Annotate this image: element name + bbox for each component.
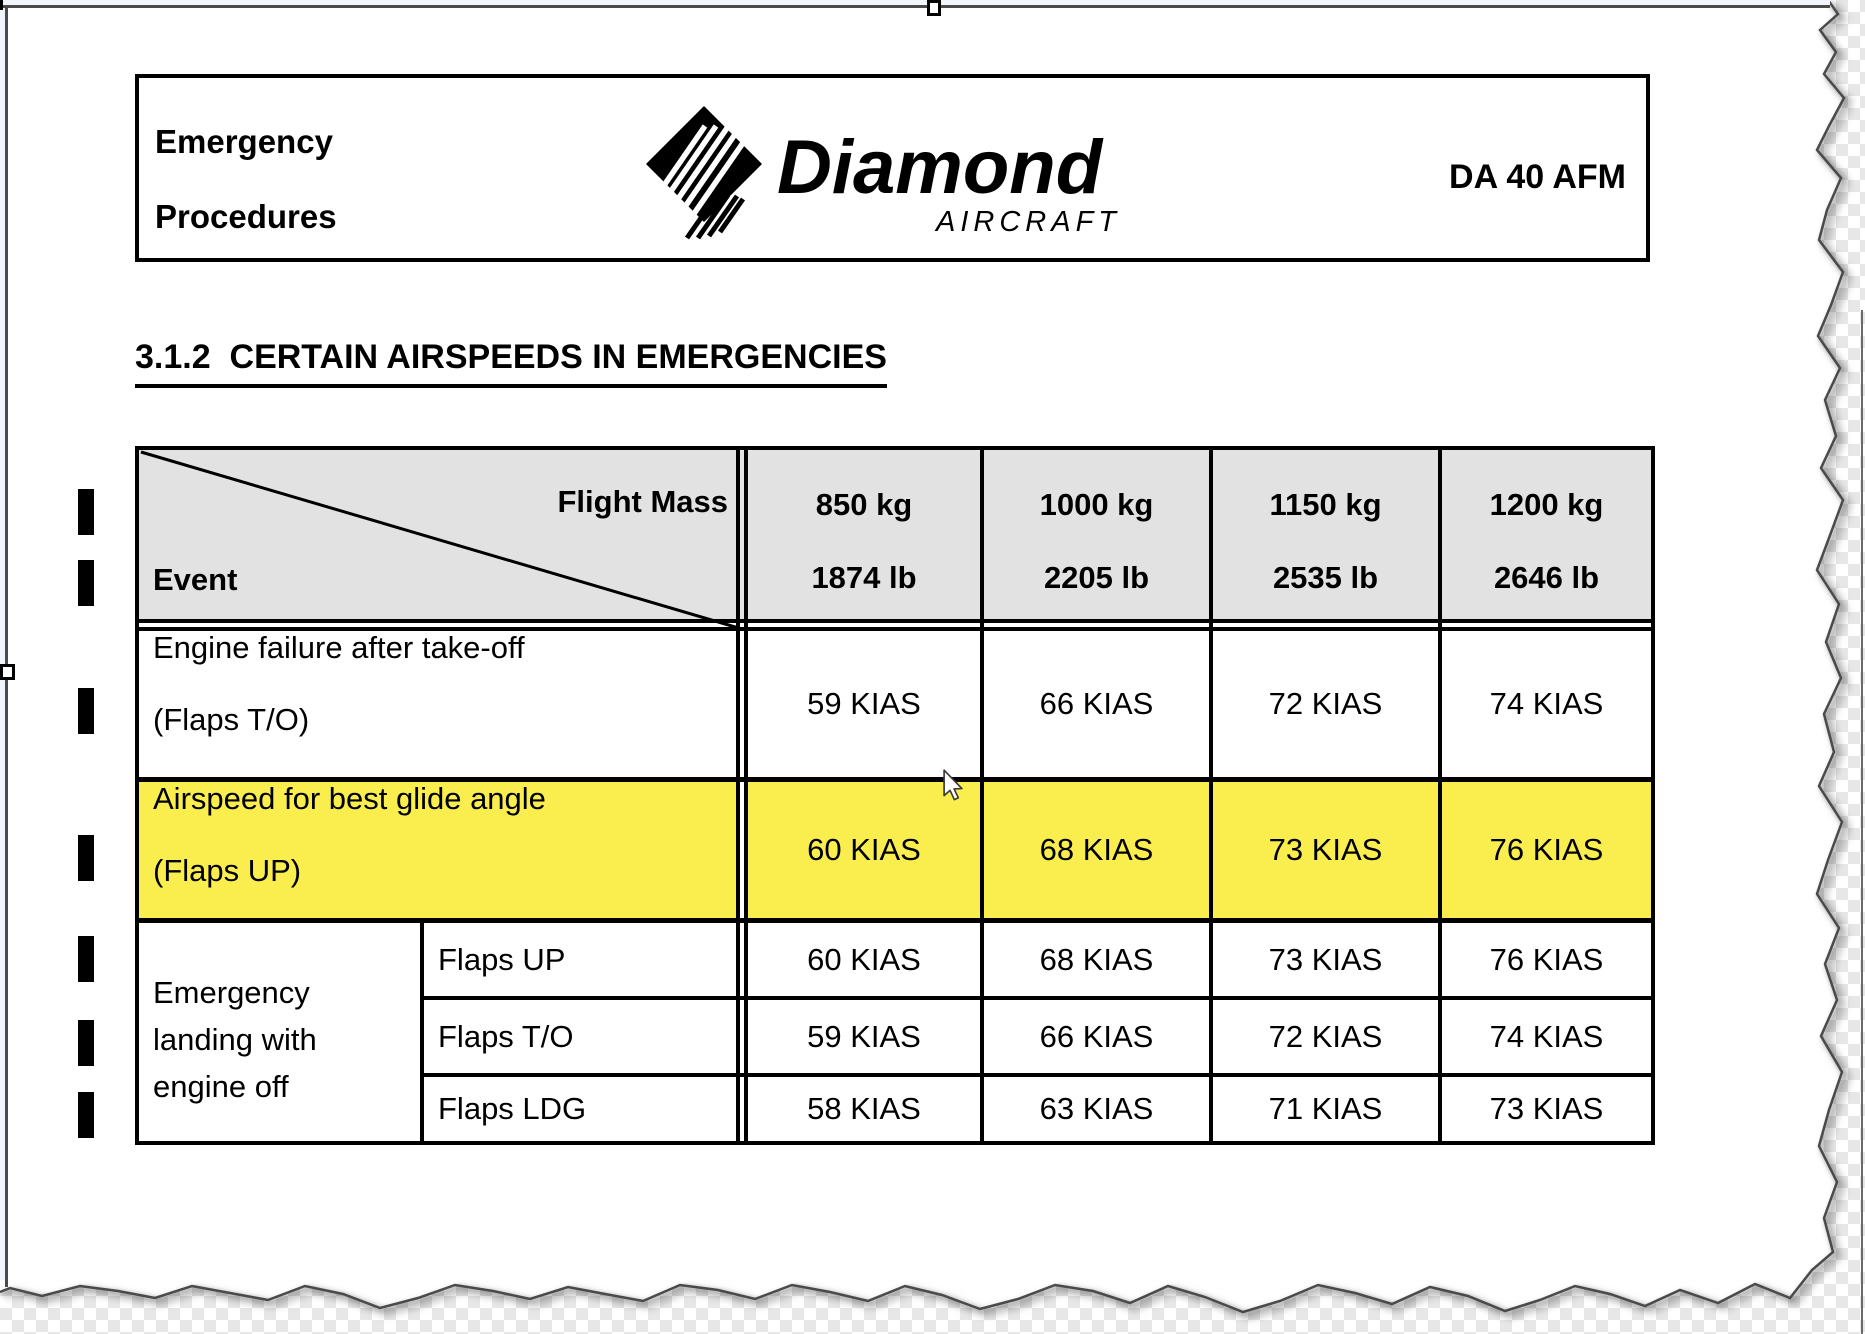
row-label bbox=[153, 631, 733, 777]
row-label-line1: Airspeed for best glide angle bbox=[153, 781, 546, 816]
change-bar bbox=[78, 936, 94, 982]
section-heading-text: 3.1.2 CERTAIN AIRSPEEDS IN EMERGENCIES bbox=[135, 338, 887, 388]
value-cell: 58 KIAS bbox=[807, 1091, 921, 1126]
value-cell-highlighted: 68 KIAS bbox=[1039, 832, 1154, 867]
row-label-line2: (Flaps T/O) bbox=[153, 702, 310, 737]
window-right-edge bbox=[1861, 310, 1863, 1334]
value-cell: 74 KIAS bbox=[1489, 686, 1604, 721]
corner-flight-mass-label: Flight Mass bbox=[557, 484, 728, 519]
value-cell: 63 KIAS bbox=[1039, 1091, 1154, 1126]
page-top-border bbox=[0, 5, 1830, 8]
row-label-line2: (Flaps UP) bbox=[153, 853, 302, 888]
mass-kg: 850 kg bbox=[815, 487, 913, 522]
diamond-aircraft-logo bbox=[639, 100, 1179, 240]
value-cell: 73 KIAS bbox=[1268, 941, 1383, 977]
group-row-label bbox=[153, 923, 413, 1141]
document-header-box bbox=[135, 74, 1650, 262]
mass-kg: 1150 kg bbox=[1269, 487, 1382, 522]
page-left-border bbox=[5, 8, 8, 1287]
logo-brand-text: Diamond bbox=[777, 125, 1103, 210]
row-label-line1: Engine failure after take-off bbox=[153, 630, 525, 665]
top-edge-marker bbox=[927, 0, 941, 16]
subrow-label: Flaps UP bbox=[438, 941, 566, 977]
group-label-line1: Emergency bbox=[153, 974, 310, 1010]
value-cell: 60 KIAS bbox=[807, 941, 921, 977]
value-cell: 72 KIAS bbox=[1268, 686, 1383, 721]
header-section-line1: Emergency bbox=[155, 123, 333, 160]
value-cell: 74 KIAS bbox=[1489, 1018, 1604, 1054]
value-cell: 66 KIAS bbox=[1039, 686, 1154, 721]
column-header bbox=[1442, 450, 1651, 619]
value-cell-highlighted: 76 KIAS bbox=[1489, 832, 1604, 867]
value-cell-highlighted: 60 KIAS bbox=[807, 832, 921, 867]
mass-kg: 1200 kg bbox=[1489, 487, 1604, 522]
change-bar bbox=[78, 835, 94, 881]
change-bar bbox=[78, 688, 94, 734]
corner-tick bbox=[0, 0, 3, 10]
value-cell: 59 KIAS bbox=[807, 686, 921, 721]
logo-sub-text: AIRCRAFT bbox=[936, 206, 1121, 238]
mass-kg: 1000 kg bbox=[1039, 487, 1154, 522]
value-cell: 76 KIAS bbox=[1489, 941, 1604, 977]
column-header bbox=[984, 450, 1209, 619]
column-header bbox=[1213, 450, 1438, 619]
value-cell: 68 KIAS bbox=[1039, 941, 1154, 977]
mass-lb: 2205 lb bbox=[1043, 560, 1150, 595]
value-cell-highlighted: 73 KIAS bbox=[1268, 832, 1383, 867]
subrow-label: Flaps LDG bbox=[438, 1091, 587, 1126]
mass-lb: 2535 lb bbox=[1272, 560, 1379, 595]
row-label-highlighted bbox=[153, 782, 733, 918]
change-bar bbox=[78, 1020, 94, 1066]
column-header bbox=[748, 450, 980, 619]
airspeeds-table bbox=[135, 446, 1655, 1145]
mouse-cursor-icon bbox=[941, 769, 965, 801]
change-bar bbox=[78, 1092, 94, 1138]
group-label-line3: engine off bbox=[153, 1068, 289, 1104]
value-cell: 66 KIAS bbox=[1039, 1018, 1154, 1054]
value-cell: 71 KIAS bbox=[1268, 1091, 1383, 1126]
value-cell: 59 KIAS bbox=[807, 1018, 921, 1054]
group-label-line2: landing with bbox=[153, 1021, 317, 1057]
value-cell: 72 KIAS bbox=[1268, 1018, 1383, 1054]
corner-diagonal-line bbox=[139, 450, 744, 631]
section-heading bbox=[135, 338, 887, 388]
grid-vline-sub bbox=[420, 923, 424, 1141]
change-bar bbox=[78, 489, 94, 535]
corner-event-label: Event bbox=[153, 562, 238, 597]
value-cell: 73 KIAS bbox=[1489, 1091, 1604, 1126]
mass-lb: 2646 lb bbox=[1493, 560, 1600, 595]
manual-title: DA 40 AFM bbox=[1449, 158, 1626, 196]
left-edge-marker bbox=[0, 664, 15, 680]
change-bar bbox=[78, 560, 94, 606]
mass-lb: 1874 lb bbox=[811, 560, 917, 595]
subrow-label: Flaps T/O bbox=[438, 1018, 574, 1054]
header-section-line2: Procedures bbox=[155, 198, 337, 235]
